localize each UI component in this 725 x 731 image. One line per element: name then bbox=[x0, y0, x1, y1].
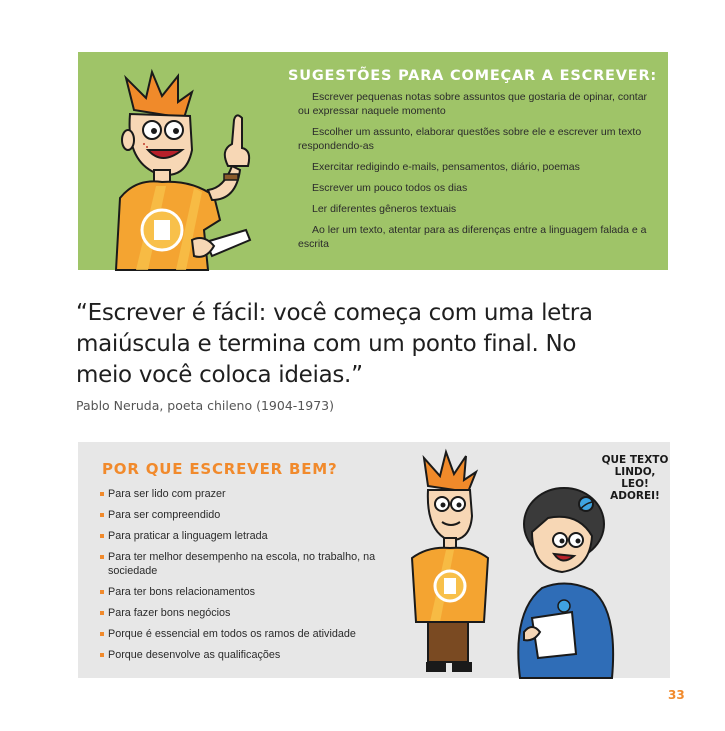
list-item: Para ter melhor desempenho na escola, no trabalho, na sociedade bbox=[100, 550, 380, 578]
list-item: Exercitar redigindo e-mails, pensamentos, diário, poemas bbox=[312, 161, 580, 173]
suggestions-title: SUGESTÕES PARA COMEÇAR A ESCREVER: bbox=[288, 68, 658, 84]
why-write-list bbox=[100, 487, 380, 669]
speech-bubble-text: QUE TEXTO LINDO, LEO! ADOREI! bbox=[601, 454, 669, 502]
list-item: Porque é essencial em todos os ramos de atividade bbox=[100, 627, 380, 641]
list-item: Para ser lido com prazer bbox=[100, 487, 380, 501]
list-item: Escolher um assunto, elaborar questões sobre ele e escrever um texto respondendo-as bbox=[298, 126, 642, 152]
page-number: 33 bbox=[668, 688, 685, 702]
suggestions-panel bbox=[78, 52, 668, 270]
list-item: Escrever pequenas notas sobre assuntos que gostaria de opinar, contar ou expressar naquele momento bbox=[298, 91, 648, 117]
character-leo-standing bbox=[406, 452, 496, 678]
list-item: Porque desenvolve as qualificações bbox=[100, 648, 380, 662]
character-girl-reading bbox=[502, 482, 622, 678]
list-item: Ao ler um texto, atentar para as diferenças entre a linguagem falada e a escrita bbox=[298, 224, 647, 250]
list-item: Para fazer bons negócios bbox=[100, 606, 380, 620]
character-leo-pointing bbox=[96, 70, 266, 270]
list-item: Para praticar a linguagem letrada bbox=[100, 529, 380, 543]
list-item: Para ter bons relacionamentos bbox=[100, 585, 380, 599]
speech-tail-icon bbox=[578, 500, 594, 512]
list-item: Escrever um pouco todos os dias bbox=[312, 182, 468, 194]
list-item: Ler diferentes gêneros textuais bbox=[312, 203, 457, 215]
why-write-title: POR QUE ESCREVER BEM? bbox=[102, 460, 338, 478]
neruda-quote: “Escrever é fácil: você começa com uma letra maiúscula e termina com um ponto final. No meio você coloca ideias.” bbox=[76, 300, 593, 388]
suggestions-list bbox=[298, 90, 658, 258]
quote-attribution: Pablo Neruda, poeta chileno (1904-1973) bbox=[76, 398, 334, 413]
list-item: Para ser compreendido bbox=[100, 508, 380, 522]
why-write-panel bbox=[78, 442, 670, 678]
